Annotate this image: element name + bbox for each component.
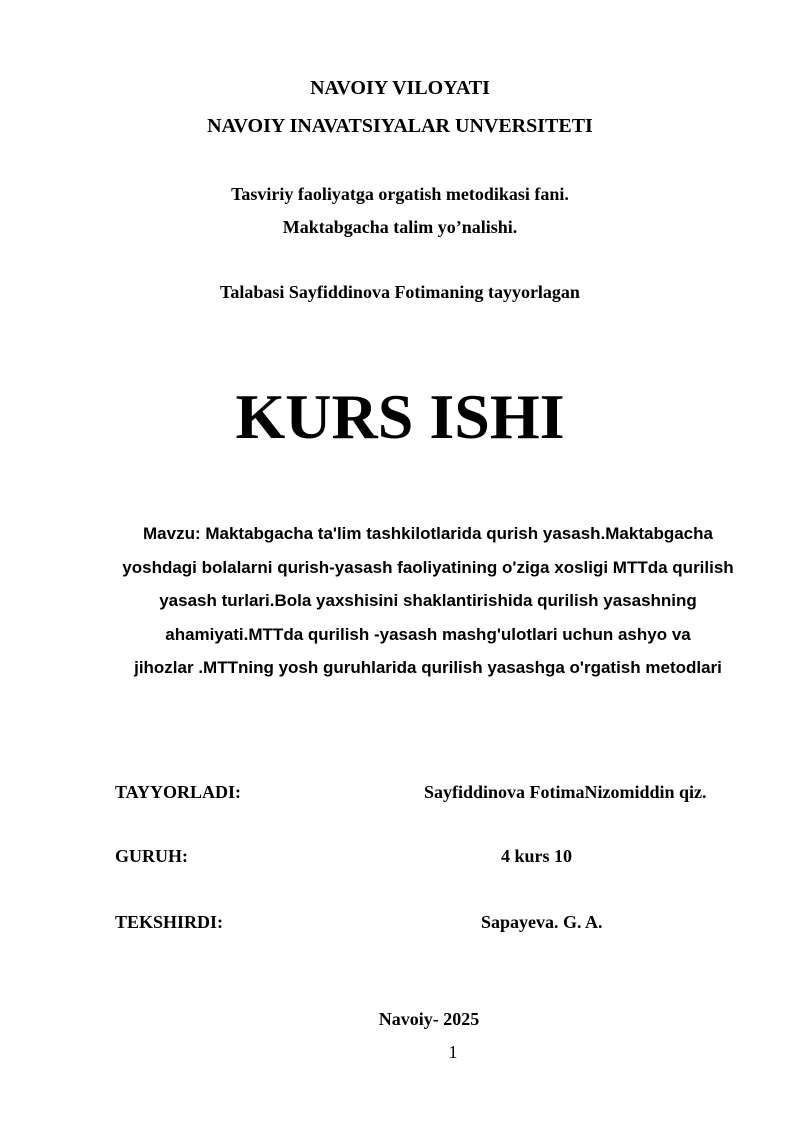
group-label: GURUH:	[115, 846, 188, 866]
topic-line: yoshdagi bolalarni qurish-yasash faoliyatining o'ziga xosligi MTTda qurilish	[122, 557, 734, 577]
university-heading: NAVOIY INAVATSIYALAR UNVERSITETI	[207, 115, 593, 137]
place-year: Navoiy- 2025	[378, 1009, 480, 1029]
page-number: 1	[448, 1042, 458, 1062]
group-value: 4 kurs 10	[501, 846, 573, 866]
region-heading: NAVOIY VILOYATI	[310, 77, 490, 99]
course-name: Tasviriy faoliyatga orgatish metodikasi fani.	[231, 184, 569, 204]
prepared-by-line: Talabasi Sayfiddinova Fotimaning tayyorlagan	[220, 282, 580, 302]
direction-name: Maktabgacha talim yo’nalishi.	[282, 217, 518, 237]
topic-line: ahamiyati.MTTda qurilish -yasash mashg'ulotlari uchun ashyo va	[165, 624, 691, 644]
prepared-label: TAYYORLADI:	[115, 782, 242, 802]
topic-line: Mavzu: Maktabgacha ta'lim tashkilotlarida qurish yasash.Maktabgacha	[143, 524, 713, 543]
document-title: KURS ISHI	[235, 381, 565, 452]
topic-block	[110, 517, 746, 685]
checked-value: Sapayeva. G. A.	[481, 912, 603, 932]
topic-line: jihozlar .MTTning yosh guruhlarida qurilish yasashga o'rgatish metodlari	[134, 658, 722, 677]
topic-line: yasash turlari.Bola yaxshisini shaklantirishida qurilish yasashning	[159, 591, 697, 610]
prepared-value: Sayfiddinova FotimaNizomiddin qiz.	[424, 782, 707, 802]
checked-label: TEKSHIRDI:	[115, 912, 224, 932]
